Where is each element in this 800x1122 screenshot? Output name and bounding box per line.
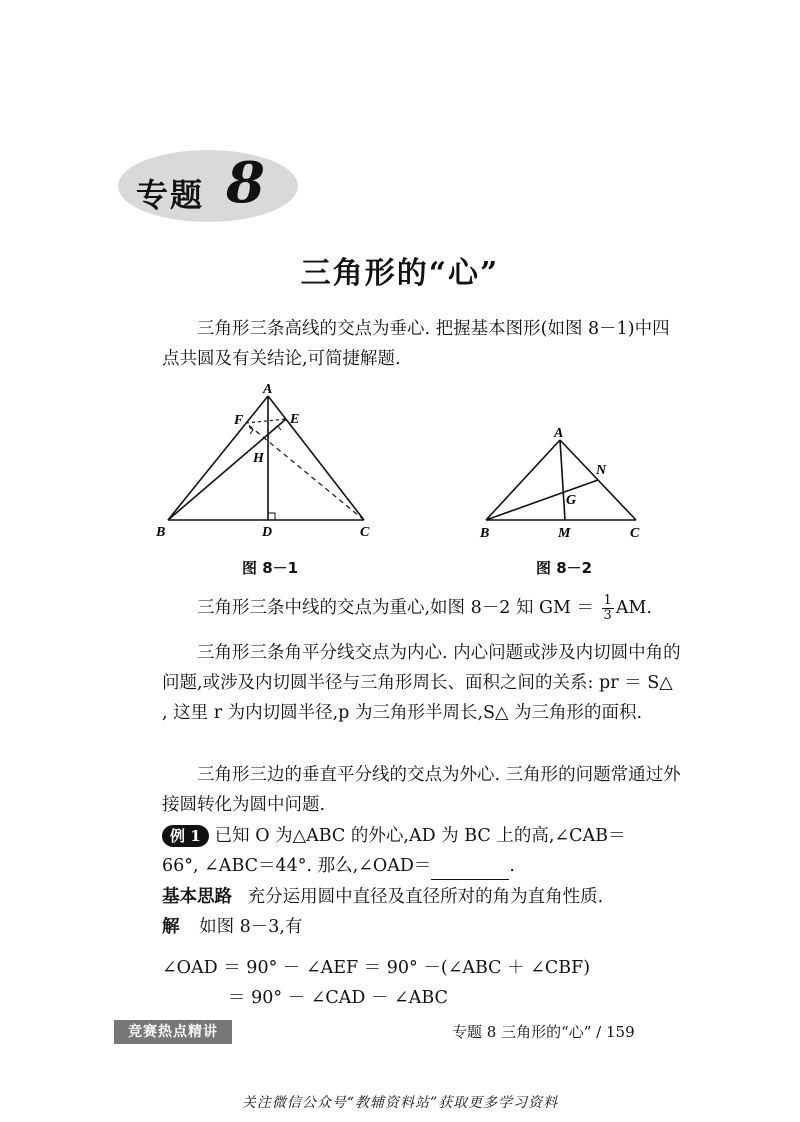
paragraph-circumcenter: 三角形三边的垂直平分线的交点为外心. 三角形的问题常通过外接圆转化为圆中问题.: [162, 765, 681, 815]
paragraph-centroid: [197, 594, 652, 623]
fig2-label-g: G: [566, 493, 577, 508]
fig2-label-n: N: [596, 463, 607, 478]
topic-number: 8: [226, 150, 265, 216]
figure-8-2: [470, 420, 660, 550]
figure-8-2-caption: 图 8－2: [536, 559, 593, 577]
fig2-label-c: C: [630, 526, 640, 541]
centroid-text-before: 三角形三条中线的交点为重心,如图 8－2 知 GM ＝: [197, 598, 600, 618]
basic-idea-label: 基本思路: [162, 887, 232, 907]
watermark-text: 关注微信公众号“教辅资料站”获取更多学习资料: [241, 1095, 559, 1111]
example-text-2: 66°, ∠ABC＝44°. 那么,∠OAD＝: [162, 856, 432, 876]
centroid-text-after: AM.: [615, 598, 652, 618]
example-1-line-1: [162, 822, 626, 850]
page-info: 专题 8 三角形的“心” / 159: [452, 1023, 635, 1041]
solution-label: 解: [162, 917, 180, 937]
basic-idea-text: 充分运用圆中直径及直径所对的角为直角性质.: [247, 887, 604, 907]
fig1-label-d: D: [262, 525, 273, 540]
solution-text: 如图 8－3,有: [199, 917, 303, 937]
fig2-label-b: B: [480, 526, 490, 541]
answer-blank: [431, 861, 509, 880]
paragraph-orthocenter: 三角形三条高线的交点为垂心. 把握基本图形(如图 8－1)中四点共圆及有关结论,可简捷解题.: [162, 319, 670, 369]
solution-line: [162, 913, 302, 941]
series-label: 竞赛热点精讲: [114, 1020, 232, 1044]
fraction-one-third: [602, 594, 614, 623]
figure-8-1: [150, 382, 390, 552]
fig1-label-b: B: [156, 525, 166, 540]
fraction-numerator: 1: [603, 593, 612, 608]
example-badge: 例 1: [162, 825, 209, 847]
fig1-label-f: F: [234, 413, 244, 428]
equation-1: ∠OAD ＝ 90° － ∠AEF ＝ 90° －(∠ABC ＋ ∠CBF): [162, 958, 591, 978]
page-title: 三角形的“心”: [300, 256, 500, 291]
basic-idea-line: [162, 883, 603, 911]
example-text-2-end: .: [509, 856, 515, 876]
example-1-line-2: [162, 852, 515, 880]
fig2-label-m: M: [558, 526, 571, 541]
fig1-label-c: C: [360, 525, 370, 540]
fraction-denominator: 3: [603, 608, 612, 623]
equation-2: ＝ 90° － ∠CAD － ∠ABC: [228, 988, 448, 1008]
fig1-label-a: A: [263, 382, 273, 397]
paragraph-incenter: 三角形三条角平分线交点为内心. 内心问题或涉及内切圆中角的问题,或涉及内切圆半径与三角形周长、面积之间的关系: pr ＝ S△ , 这里 r 为内切圆半径,p 为三角形半周长,S△ 为三角形的面积.: [162, 643, 681, 723]
figure-8-1-caption: 图 8－1: [242, 559, 299, 577]
fig2-label-a: A: [554, 426, 564, 441]
example-text-1: 已知 O 为△ABC 的外心,AD 为 BC 上的高,∠CAB＝: [214, 826, 626, 846]
fig1-label-e: E: [290, 412, 300, 427]
topic-label: 专题: [136, 176, 205, 214]
fig1-label-h: H: [253, 451, 264, 466]
